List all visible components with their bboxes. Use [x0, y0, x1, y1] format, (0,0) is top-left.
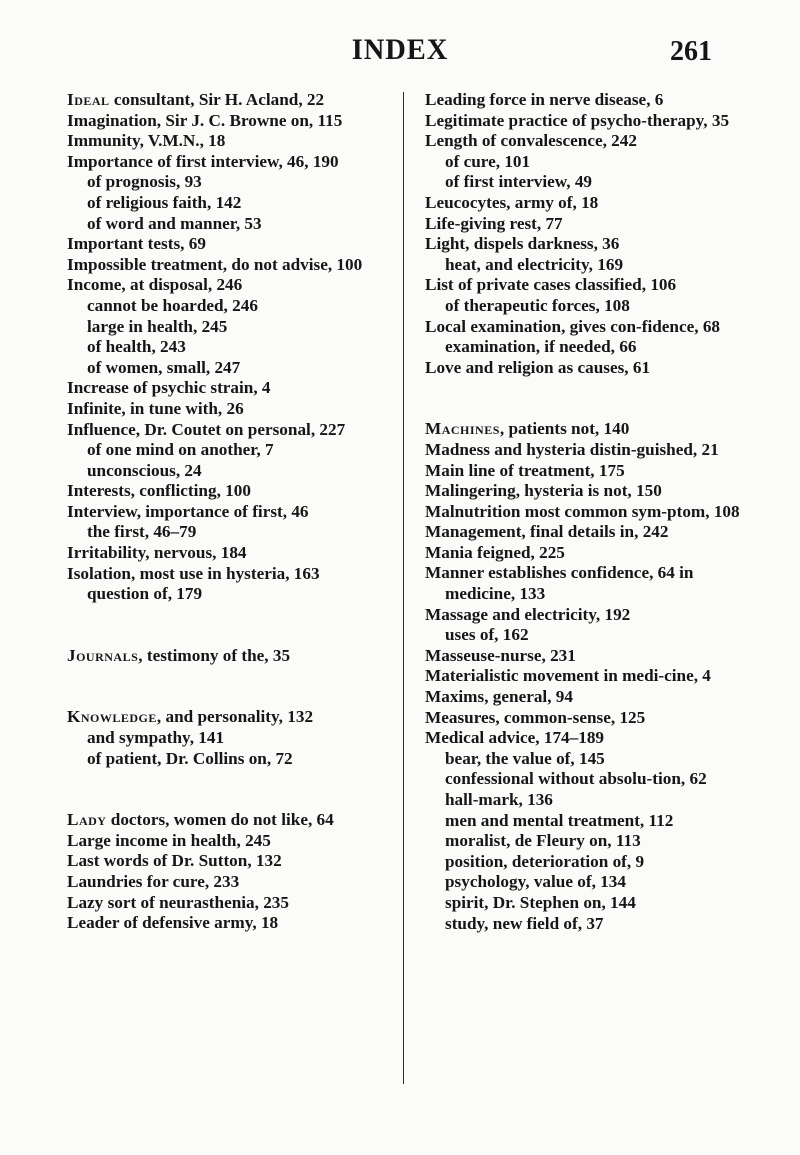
column-divider — [403, 92, 404, 1084]
index-entry — [67, 90, 392, 111]
index-subentry: large in health, 245 — [87, 316, 228, 336]
index-subentry: of patient, Dr. Collins on, 72 — [87, 748, 293, 768]
entry-text: , and personality, 132 — [156, 707, 314, 727]
page-title: INDEX — [351, 33, 449, 66]
index-subentry: of first interview, 49 — [445, 172, 593, 192]
index-entry: Leucocytes, army of, 18 — [425, 192, 599, 212]
index-entry: Immunity, V.M.N., 18 — [67, 131, 226, 151]
index-entry — [67, 707, 392, 728]
index-entry: Leading force in nerve disease, 6 — [425, 90, 664, 109]
index-entry — [425, 419, 745, 440]
section-gap — [425, 378, 745, 419]
index-entry: Malingering, hysteria is not, 150 — [425, 481, 662, 501]
index-subentry: men and mental treatment, 112 — [445, 810, 674, 830]
index-entry: Legitimate practice of psycho-therapy, 35 — [425, 110, 730, 130]
index-subentry: study, new field of, 37 — [445, 913, 604, 933]
index-subentry: of therapeutic forces, 108 — [445, 295, 630, 315]
index-subentry: moralist, de Fleury on, 113 — [445, 831, 641, 851]
section-lead-word: Ideal — [67, 90, 110, 109]
index-entry: Materialistic movement in medi-cine, 4 — [425, 666, 711, 686]
index-entry: Light, dispels darkness, 36 — [425, 234, 620, 254]
index-entry: Maxims, general, 94 — [425, 687, 573, 707]
index-entry: Main line of treatment, 175 — [425, 460, 625, 480]
index-entry: Interests, conflicting, 100 — [67, 481, 251, 501]
index-entry: Love and religion as causes, 61 — [425, 357, 651, 377]
index-entry: Madness and hysteria distin-guished, 21 — [425, 439, 719, 459]
index-subentry: question of, 179 — [87, 584, 203, 604]
index-subentry: hall-mark, 136 — [445, 790, 553, 809]
index-entry — [67, 646, 392, 667]
index-entry: Manner establishes confidence, 64 in medicine, 133 — [425, 563, 694, 604]
index-subentry: bear, the value of, 145 — [445, 748, 605, 768]
index-entry — [67, 810, 392, 831]
index-subentry: spirit, Dr. Stephen on, 144 — [445, 892, 636, 912]
index-subentry: cannot be hoarded, 246 — [87, 295, 258, 315]
index-entry: Management, final details in, 242 — [425, 522, 669, 542]
section-gap — [67, 769, 392, 810]
section-lead-word: Knowledge — [67, 707, 157, 727]
index-subentry: of one mind on another, 7 — [87, 440, 274, 460]
index-entry: Isolation, most use in hysteria, 163 — [67, 563, 320, 583]
index-entry: Important tests, 69 — [67, 234, 206, 254]
index-subentry: position, deterioration of, 9 — [445, 851, 645, 871]
index-subentry: of health, 243 — [87, 337, 186, 357]
index-entry: Increase of psychic strain, 4 — [67, 378, 271, 398]
index-subentry: of word and manner, 53 — [87, 213, 262, 233]
index-entry: Laundries for cure, 233 — [67, 872, 240, 891]
index-entry: Irritability, nervous, 184 — [67, 543, 247, 563]
index-entry: Lazy sort of neurasthenia, 235 — [67, 892, 289, 912]
index-column-left — [67, 90, 392, 934]
index-subentry: examination, if needed, 66 — [445, 337, 637, 357]
index-entry: Last words of Dr. Sutton, 132 — [67, 851, 282, 871]
index-entry: Medical advice, 174–189 — [425, 728, 605, 748]
index-entry: Life-giving rest, 77 — [425, 213, 563, 233]
index-subentry: of prognosis, 93 — [87, 172, 202, 192]
index-subentry: heat, and electricity, 169 — [445, 254, 624, 274]
page-number: 261 — [670, 36, 712, 67]
index-entry: Influence, Dr. Coutet on personal, 227 — [67, 419, 346, 439]
index-entry: Interview, importance of first, 46 — [67, 501, 309, 521]
section-gap — [67, 605, 392, 646]
index-subentry: of women, small, 247 — [87, 357, 241, 377]
entry-text: doctors, women do not like, 64 — [106, 810, 334, 830]
index-column-right — [425, 90, 745, 934]
index-entry: Impossible treatment, do not advise, 100 — [67, 254, 363, 274]
index-subentry: psychology, value of, 134 — [445, 872, 626, 892]
index-entry: Massage and electricity, 192 — [425, 604, 631, 624]
index-entry: Income, at disposal, 246 — [67, 275, 243, 295]
index-entry: Leader of defensive army, 18 — [67, 913, 279, 933]
section-gap — [67, 666, 392, 707]
index-subentry: of cure, 101 — [445, 151, 531, 171]
entry-text: , testimony of the, 35 — [138, 645, 291, 665]
index-entry: Importance of first interview, 46, 190 — [67, 151, 339, 171]
index-entry: Local examination, gives con-fidence, 68 — [425, 316, 721, 336]
index-subentry: the first, 46–79 — [87, 522, 197, 542]
index-entry: Malnutrition most common sym-ptom, 108 — [425, 501, 740, 521]
index-entry: List of private cases classified, 106 — [425, 275, 677, 295]
index-subentry: uses of, 162 — [445, 625, 529, 645]
page-header — [0, 33, 800, 73]
entry-text: , patients not, 140 — [499, 419, 630, 439]
index-subentry: unconscious, 24 — [87, 460, 202, 480]
index-entry: Imagination, Sir J. C. Browne on, 115 — [67, 110, 343, 130]
section-lead-word: Lady — [67, 810, 107, 830]
index-entry: Measures, common-sense, 125 — [425, 707, 646, 727]
entry-text: consultant, Sir H. Acland, 22 — [109, 90, 325, 109]
index-entry: Masseuse-nurse, 231 — [425, 645, 576, 665]
section-lead-word: Journals — [67, 645, 139, 665]
index-subentry: of religious faith, 142 — [87, 192, 242, 212]
index-entry: Large income in health, 245 — [67, 830, 271, 850]
index-entry: Mania feigned, 225 — [425, 542, 565, 562]
index-entry: Infinite, in tune with, 26 — [67, 398, 244, 418]
section-lead-word: Machines — [425, 419, 500, 439]
index-entry: Length of convalescence, 242 — [425, 131, 637, 151]
index-subentry: and sympathy, 141 — [87, 728, 225, 748]
index-subentry: confessional without absolu-tion, 62 — [445, 769, 707, 789]
